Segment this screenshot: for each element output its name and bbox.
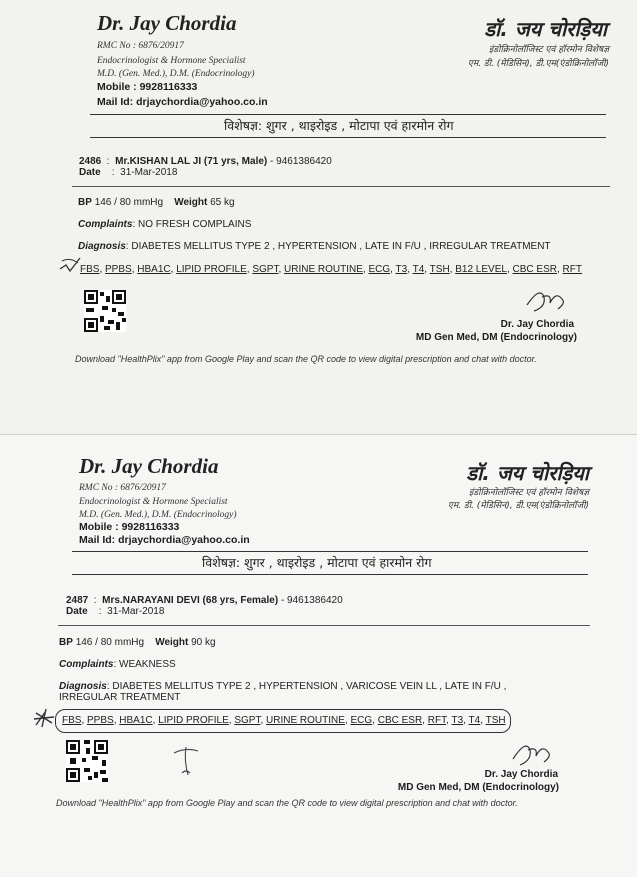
test-item: HBA1C — [137, 264, 171, 275]
test-item: SGPT — [252, 264, 279, 275]
doctor-specialty-hindi: इंडोक्रिनोलॉजिस्ट एवं हॉरमोन विशेषज्ञ — [488, 45, 609, 55]
test-item: PPBS — [105, 264, 132, 275]
date-line: Date : 31-Mar-2018 — [66, 606, 165, 617]
complaints-line: Complaints: NO FRESH COMPLAINS — [78, 219, 252, 230]
test-item: TSH — [485, 715, 506, 726]
diagnosis-line: Diagnosis: DIABETES MELLITUS TYPE 2 , HYPERTENSION , LATE IN F/U , IRREGULAR TREATMENT — [78, 241, 551, 252]
signature-name: Dr. Jay Chordia — [500, 319, 574, 330]
doctor-name: Dr. Jay Chordia — [79, 454, 219, 478]
prescription-sheet-1 — [0, 0, 637, 434]
healthplix-note: Download "HealthPlix" app from Google Play and scan the QR code to view digital prescription and chat with doctor. — [56, 798, 518, 808]
patient-name: Mrs.NARAYANI DEVI (68 yrs, Female) — [102, 595, 279, 606]
doctor-signature-icon — [508, 735, 558, 771]
test-item: T4 — [412, 264, 425, 275]
speciality-line: विशेषज्ञ: शुगर , थाइरोइड , मोटापा एवं हारमोन रोग — [202, 555, 432, 570]
test-item: T4 — [468, 715, 481, 726]
test-item: CBC ESR — [377, 715, 423, 726]
doctor-specialty: Endocrinologist & Hormone Specialist — [97, 56, 246, 66]
rmc-number: RMC No : 6876/20917 — [79, 483, 166, 493]
test-item: FBS — [80, 264, 100, 275]
test-item: PPBS — [87, 715, 114, 726]
patient-id: 2486 — [79, 156, 102, 167]
test-item: B12 LEVEL — [455, 264, 507, 275]
test-item: ECG — [350, 715, 373, 726]
test-item: URINE ROUTINE — [284, 264, 363, 275]
date-value: 31-Mar-2018 — [120, 167, 178, 178]
bp-label: BP — [59, 637, 73, 648]
diagnosis-label: Diagnosis — [78, 241, 126, 252]
patient-rule — [58, 625, 590, 626]
diagnosis-label: Diagnosis — [59, 681, 107, 692]
test-item: LIPID PROFILE — [176, 264, 247, 275]
test-item: FBS — [62, 715, 82, 726]
test-item: URINE ROUTINE — [266, 715, 345, 726]
header-rule-top — [72, 551, 588, 552]
weight-label: Weight — [155, 637, 189, 648]
complaints-label: Complaints — [78, 219, 133, 230]
doctor-degree: M.D. (Gen. Med.), D.M. (Endocrinology) — [79, 510, 237, 520]
weight-value: 65 kg — [210, 197, 235, 208]
test-item: RFT — [562, 264, 582, 275]
vitals-line — [78, 197, 235, 208]
test-item: CBC ESR — [512, 264, 557, 275]
doctor-email: Mail Id: drjaychordia@yahoo.co.in — [97, 96, 268, 108]
complaints-value: WEAKNESS — [119, 659, 176, 670]
header-rule-top — [90, 114, 606, 115]
date-label: Date — [79, 167, 101, 178]
bp-value: 146 / 80 mmHg — [94, 197, 164, 208]
patient-phone: - 9461386420 — [280, 595, 343, 606]
complaints-label: Complaints — [59, 659, 114, 670]
patient-rule — [72, 186, 610, 187]
doctor-name: Dr. Jay Chordia — [97, 11, 237, 35]
diagnosis-value: DIABETES MELLITUS TYPE 2 , HYPERTENSION , VARICOSE VEIN LL , LATE IN F/U , IRREGULAR TREATMENT — [59, 681, 507, 703]
header-rule-bottom — [72, 574, 588, 575]
doctor-specialty: Endocrinologist & Hormone Specialist — [79, 497, 228, 507]
qr-code-icon — [66, 740, 108, 782]
investigations-list: FBS, PPBS, HBA1C, LIPID PROFILE, SGPT, URINE ROUTINE, ECG, CBC ESR, RFT, T3, T4, TSH — [62, 715, 506, 726]
doctor-name-hindi: डॉ. जय चोरड़िया — [466, 461, 589, 485]
signature-name: Dr. Jay Chordia — [484, 769, 558, 780]
test-item: TSH — [429, 264, 450, 275]
patient-phone: - 9461386420 — [270, 156, 332, 167]
weight-label: Weight — [174, 197, 208, 208]
doctor-degree: M.D. (Gen. Med.), D.M. (Endocrinology) — [97, 69, 255, 79]
diagnosis-line: Diagnosis: DIABETES MELLITUS TYPE 2 , HYPERTENSION , VARICOSE VEIN LL , LATE IN F/U , IRREGULAR TREATMENT — [59, 681, 507, 703]
test-item: LIPID PROFILE — [158, 715, 229, 726]
vitals-line — [59, 637, 216, 648]
patient-line: 2487 : Mrs.NARAYANI DEVI (68 yrs, Female) - 9461386420 — [66, 595, 343, 606]
complaints-value: NO FRESH COMPLAINS — [138, 219, 252, 230]
signature-degree: MD Gen Med, DM (Endocrinology) — [397, 782, 559, 793]
test-item: T3 — [451, 715, 464, 726]
patient-id: 2487 — [66, 595, 89, 606]
date-label: Date — [66, 606, 88, 617]
signature-degree: MD Gen Med, DM (Endocrinology) — [415, 332, 577, 343]
investigations-list: FBS, PPBS, HBA1C, LIPID PROFILE, SGPT, URINE ROUTINE, ECG, T3, T4, TSH, B12 LEVEL, CBC ESR, RFT — [80, 264, 582, 275]
doctor-degree-hindi: एम. डी. (मेडिसिन), डी.एम(एंडोक्रिनोलॉजी) — [447, 501, 589, 511]
doctor-mobile: Mobile : 9928116333 — [79, 521, 180, 533]
speciality-line: विशेषज्ञ: शुगर , थाइरोइड , मोटापा एवं हारमोन रोग — [224, 118, 454, 133]
prescription-sheet-2 — [0, 434, 637, 877]
doctor-email: Mail Id: drjaychordia@yahoo.co.in — [79, 534, 250, 546]
doctor-signature-icon — [522, 283, 572, 318]
diagnosis-value: DIABETES MELLITUS TYPE 2 , HYPERTENSION , LATE IN F/U , IRREGULAR TREATMENT — [131, 241, 551, 252]
healthplix-note: Download "HealthPlix" app from Google Play and scan the QR code to view digital prescription and chat with doctor. — [75, 354, 537, 364]
doctor-name-hindi: डॉ. जय चोरड़िया — [484, 17, 607, 41]
test-item: T3 — [395, 264, 408, 275]
doctor-mobile: Mobile : 9928116333 — [97, 81, 198, 93]
bp-value: 146 / 80 mmHg — [75, 637, 145, 648]
doctor-degree-hindi: एम. डी. (मेडिसिन), डी.एम(एंडोक्रिनोलॉजी) — [467, 59, 609, 69]
weight-value: 90 kg — [191, 637, 216, 648]
header-rule-bottom — [90, 137, 606, 138]
test-item: ECG — [368, 264, 391, 275]
complaints-line: Complaints: WEAKNESS — [59, 659, 176, 670]
bp-label: BP — [78, 197, 92, 208]
test-item: RFT — [427, 715, 447, 726]
strike-mark-icon — [168, 743, 204, 779]
test-item: SGPT — [234, 715, 261, 726]
patient-name: Mr.KISHAN LAL JI (71 yrs, Male) — [115, 156, 268, 167]
patient-line: 2486 : Mr.KISHAN LAL JI (71 yrs, Male) - 9461386420 — [79, 156, 332, 167]
doctor-specialty-hindi: इंडोक्रिनोलॉजिस्ट एवं हॉरमोन विशेषज्ञ — [468, 488, 589, 498]
test-item: HBA1C — [119, 715, 153, 726]
date-value: 31-Mar-2018 — [107, 606, 165, 617]
qr-code-icon — [84, 290, 126, 332]
date-line: Date : 31-Mar-2018 — [79, 167, 178, 178]
rmc-number: RMC No : 6876/20917 — [97, 41, 184, 51]
